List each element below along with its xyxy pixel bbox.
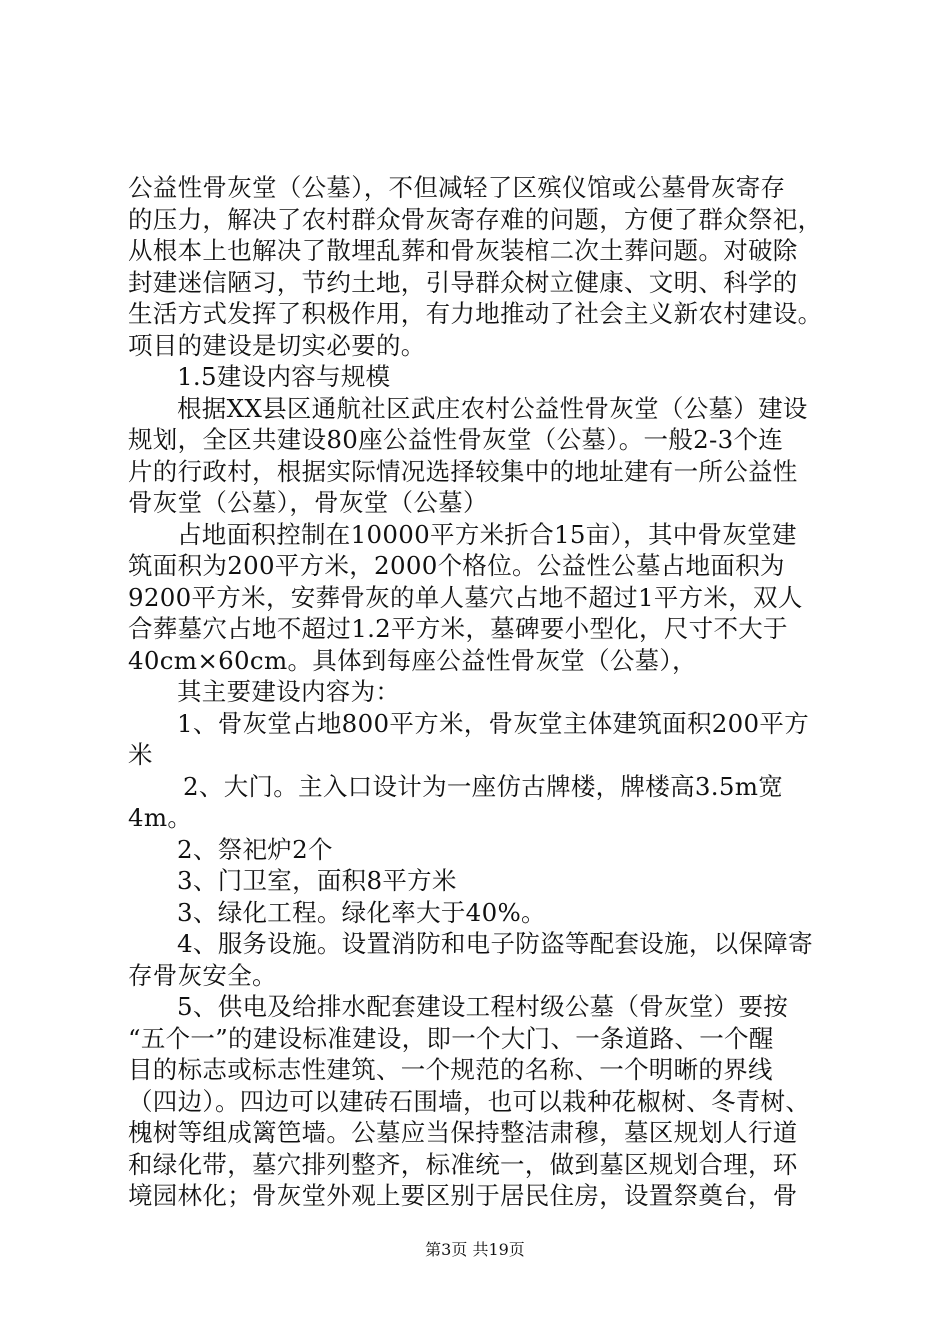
document-body	[128, 172, 844, 1212]
document-line: 3、绿化工程。绿化率大于40%。	[177, 897, 546, 927]
document-line: 2、祭祀炉2个	[177, 834, 333, 864]
document-line: 存骨灰安全。	[128, 960, 277, 990]
document-line: 规划，全区共建设80座公益性骨灰堂（公墓）。一般2-3个连	[128, 425, 784, 454]
document-line: 目的标志或标志性建筑、一个规范的名称、一个明晰的界线	[128, 1055, 773, 1084]
document-line: 片的行政村，根据实际情况选择较集中的地址建有一所公益性	[128, 456, 798, 486]
document-line: 封建迷信陋习，节约土地，引导群众树立健康、文明、科学的	[128, 267, 798, 297]
document-line: “五个一”的建设标准建设，即一个大门、一条道路、一个醒	[128, 1023, 774, 1053]
document-line: 3、门卫室，面积8平方米	[177, 866, 457, 895]
document-line: 米	[128, 740, 153, 769]
page-footer: 第3页 共19页	[425, 1240, 525, 1259]
document-line: 1、骨灰堂占地800平方米，骨灰堂主体建筑面积200平方	[177, 708, 810, 738]
document-line: 1.5建设内容与规模	[177, 362, 391, 391]
document-line: 4、服务设施。设置消防和电子防盗等配套设施，以保障寄	[177, 929, 813, 958]
document-line: 40cm×60cm。具体到每座公益性骨灰堂（公墓），	[128, 645, 697, 675]
document-line: 根据XX县区通航社区武庄农村公益性骨灰堂（公墓）建设	[177, 393, 808, 423]
document-line: 占地面积控制在10000平方米折合15亩），其中骨灰堂建	[177, 519, 797, 549]
document-line: （四边）。四边可以建砖石围墙，也可以栽种花椒树、冬青树、	[128, 1086, 811, 1116]
document-line: 生活方式发挥了积极作用，有力地推动了社会主义新农村建设。	[128, 299, 823, 328]
document-line: 的压力，解决了农村群众骨灰寄存难的问题，方便了群众祭祀，	[128, 204, 823, 234]
document-line: 合葬墓穴占地不超过1.2平方米，墓碑要小型化，尺寸不大于	[128, 614, 788, 643]
document-line: 筑面积为200平方米，2000个格位。公益性公墓占地面积为	[128, 551, 785, 580]
document-line: 9200平方米，安葬骨灰的单人墓穴占地不超过1平方米，双人	[128, 582, 803, 612]
document-line: 槐树等组成篱笆墙。公墓应当保持整洁肃穆，墓区规划人行道	[128, 1118, 798, 1147]
document-line: 从根本上也解决了散埋乱葬和骨灰装棺二次土葬问题。对破除	[128, 236, 798, 265]
document-line: 2、大门。主入口设计为一座仿古牌楼，牌楼高3.5m宽	[183, 771, 784, 801]
document-line: 项目的建设是切实必要的。	[128, 330, 426, 360]
document-line: 境园林化；骨灰堂外观上要区别于居民住房，设置祭奠台，骨	[128, 1181, 798, 1210]
document-line: 5、供电及给排水配套建设工程村级公墓（骨灰堂）要按	[177, 992, 789, 1021]
document-line: 4m。	[128, 803, 193, 832]
document-line: 公益性骨灰堂（公墓），不但减轻了区殡仪馆或公墓骨灰寄存	[128, 173, 786, 202]
document-line: 其主要建设内容为：	[177, 677, 401, 706]
document-line: 骨灰堂（公墓），骨灰堂（公墓）	[128, 488, 488, 517]
document-line: 和绿化带，墓穴排列整齐，标准统一，做到墓区规划合理，环	[128, 1149, 798, 1179]
